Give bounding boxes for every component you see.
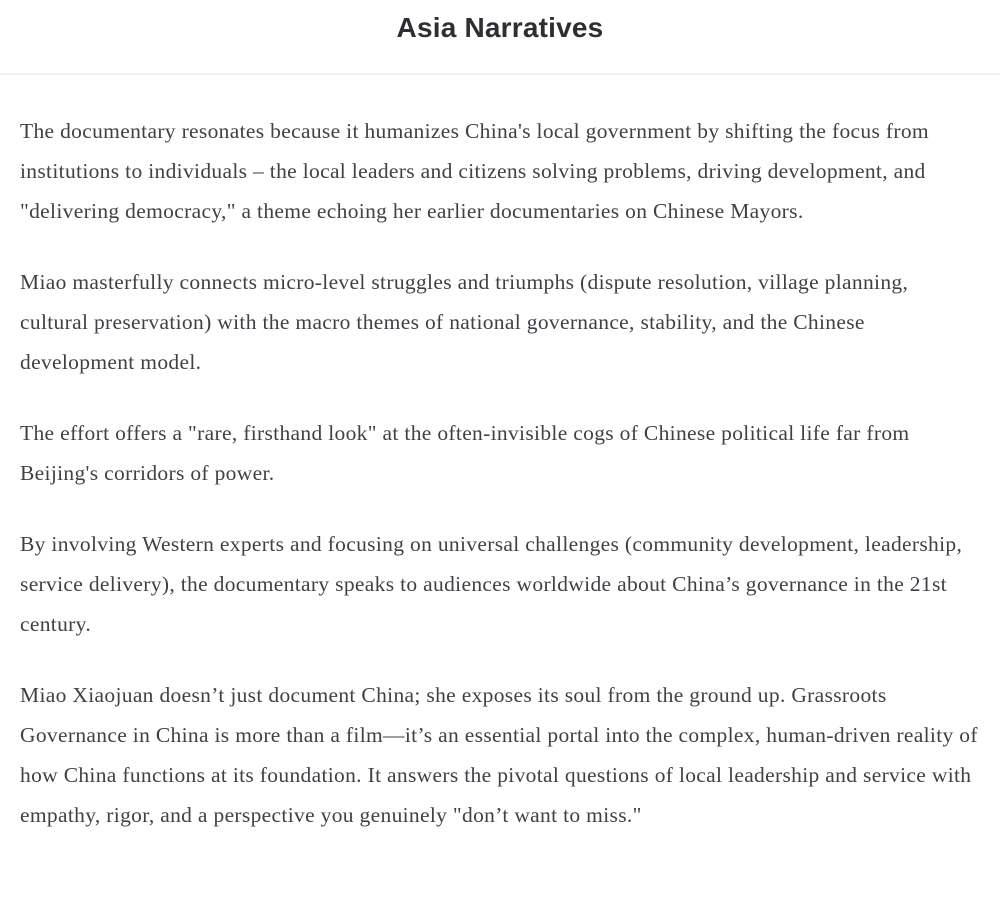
- article-paragraph: Miao Xiaojuan doesn’t just document China; she exposes its soul from the ground up. Grassroots Governance in China is more than a film—it’s an essential portal into the complex, human-driven reality of how China functions at its foundation. It answers the pivotal questions of local leadership and service with empathy, rigor, and a perspective you genuinely "don’t want to miss.": [20, 683, 978, 827]
- article-paragraph: The effort offers a "rare, firsthand look" at the often-invisible cogs of Chinese political life far from Beijing's corridors of power.: [20, 421, 910, 485]
- article-paragraph: By involving Western experts and focusing on universal challenges (community development, leadership, service delivery), the documentary speaks to audiences worldwide about China’s governance in the 21st century.: [20, 532, 963, 636]
- article-paragraph: The documentary resonates because it humanizes China's local government by shifting the focus from institutions to individuals – the local leaders and citizens solving problems, driving development, and "delivering democracy," a theme echoing her earlier documentaries on Chinese Mayors.: [20, 119, 929, 223]
- article-content: [0, 75, 1000, 867]
- page-title: Asia Narratives: [396, 12, 604, 43]
- page-header: [0, 0, 1000, 73]
- article-paragraph: Miao masterfully connects micro-level struggles and triumphs (dispute resolution, village planning, cultural preservation) with the macro themes of national governance, stability, and the Chinese development model.: [20, 270, 909, 374]
